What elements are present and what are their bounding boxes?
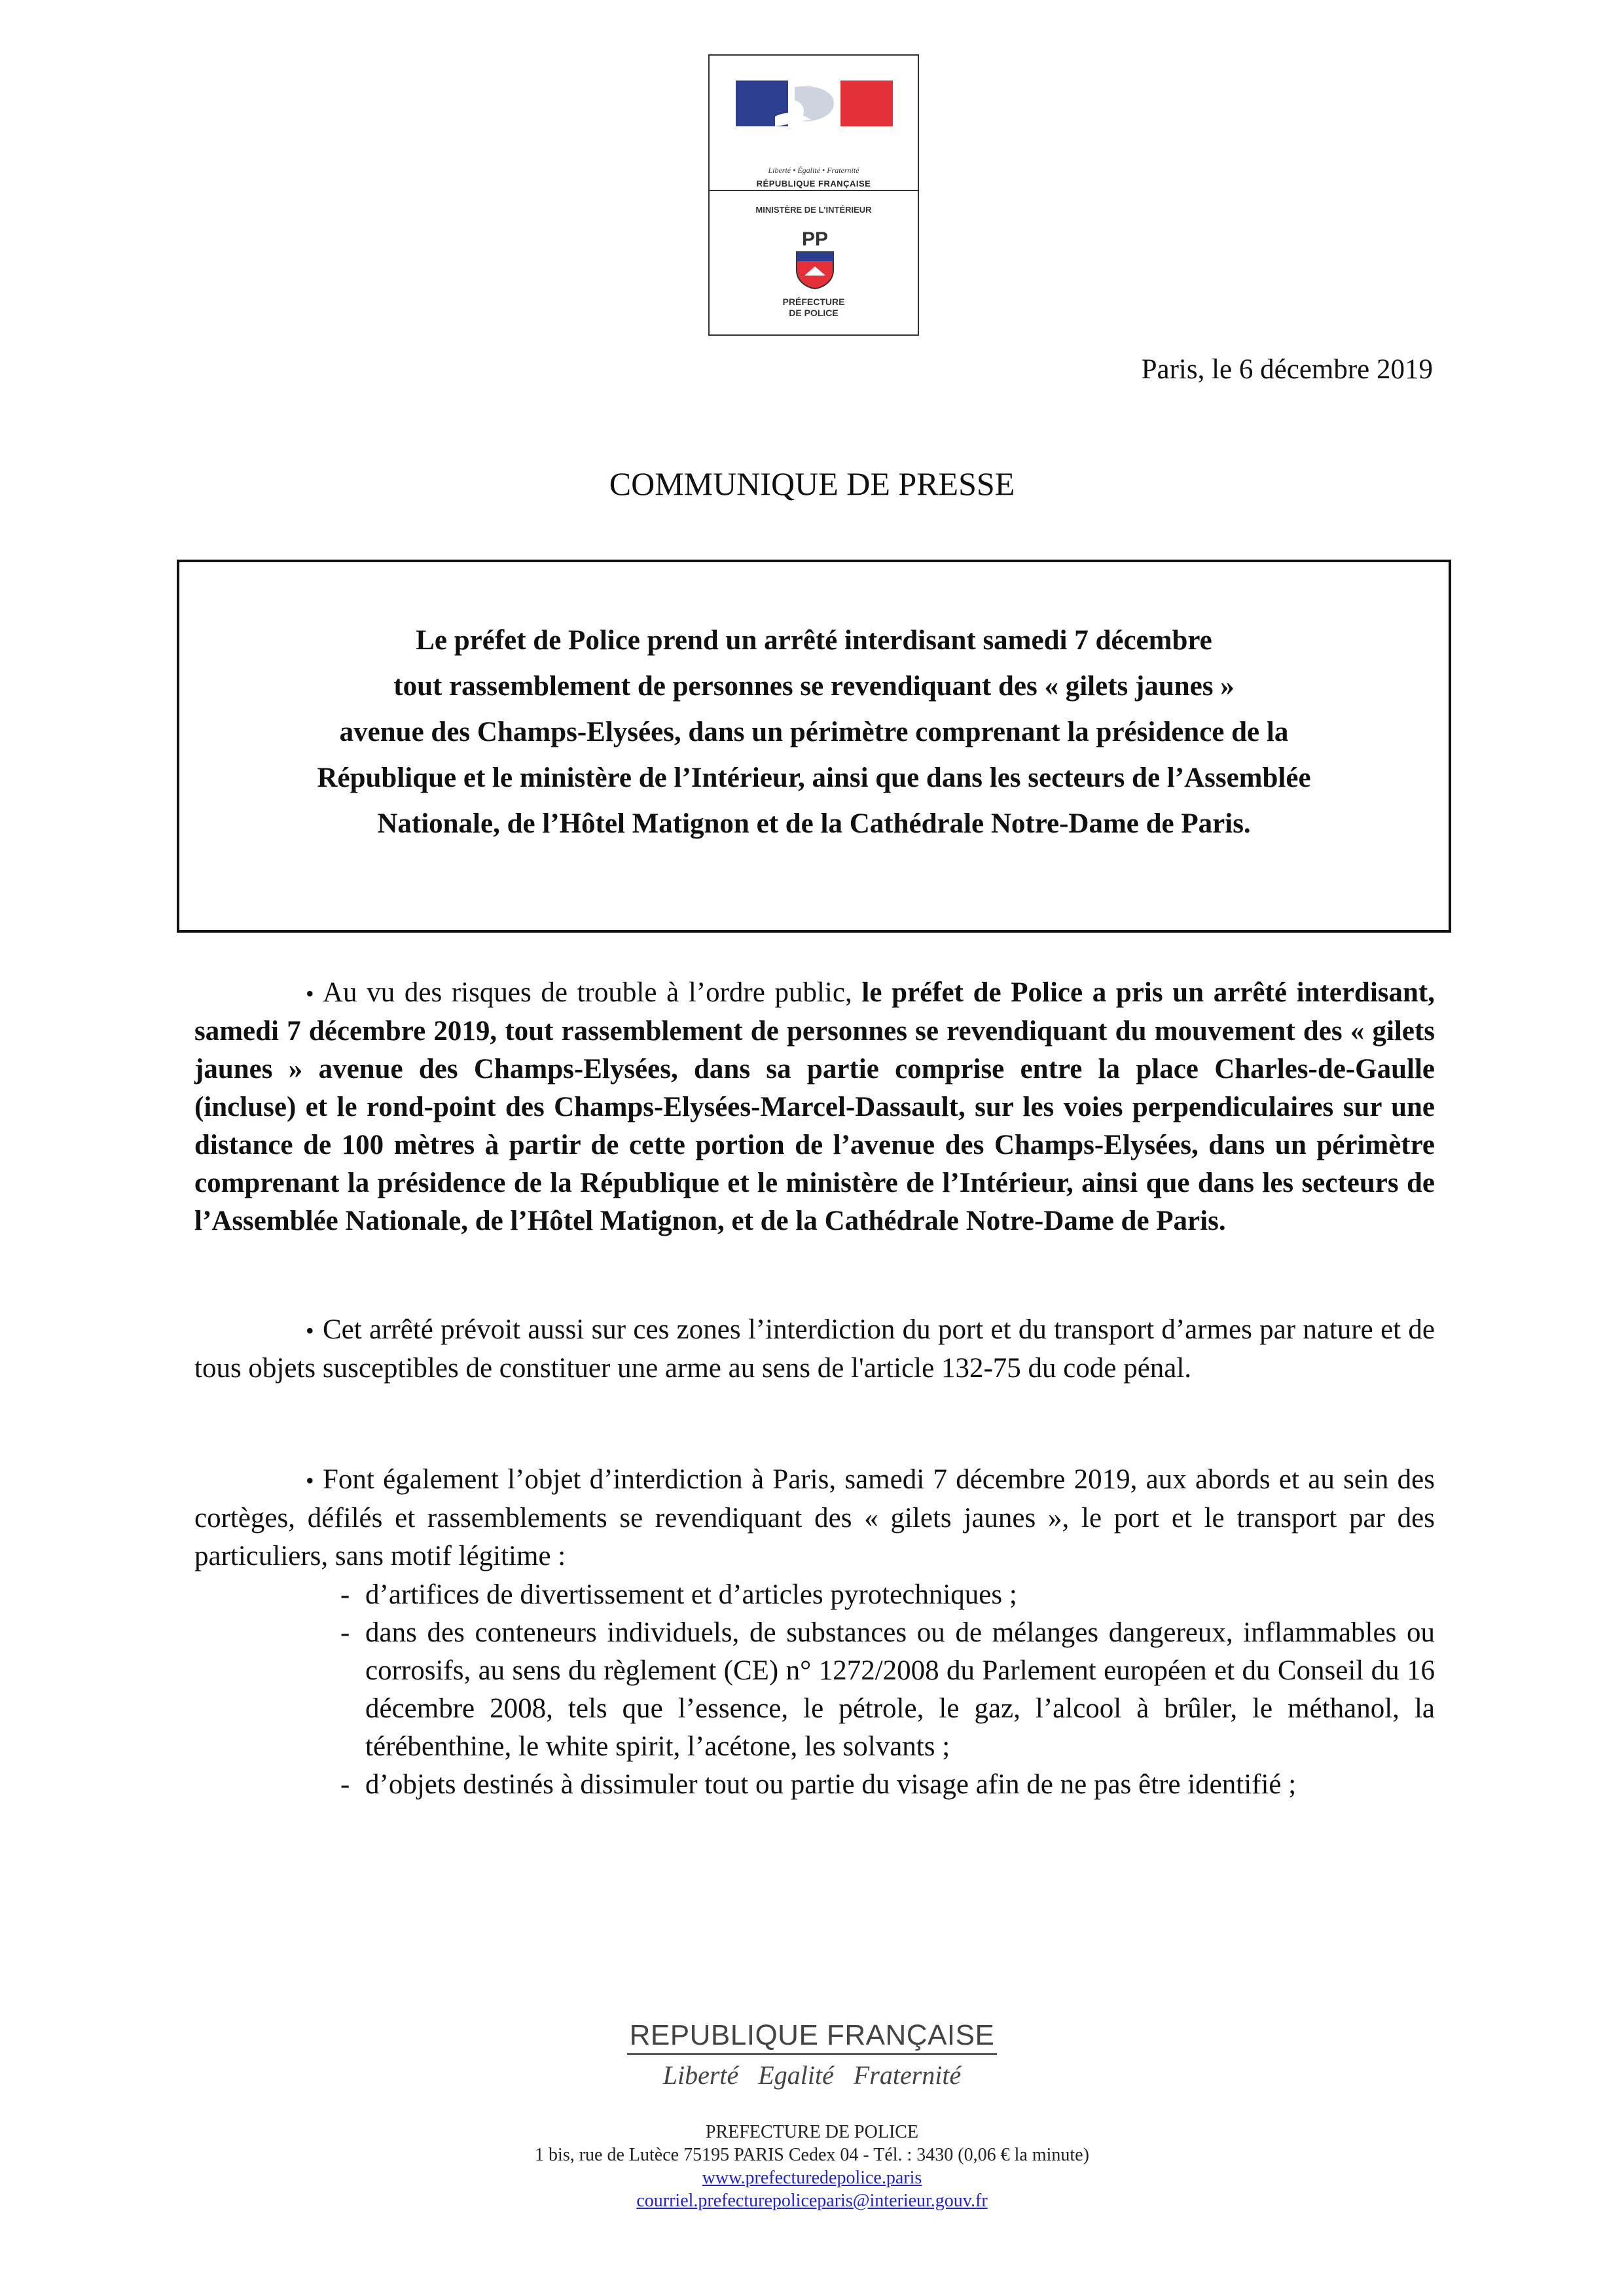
footer-email-link[interactable]: courriel.prefecturepoliceparis@interieur.gouv.fr xyxy=(636,2191,988,2211)
prefecture-emblem-icon xyxy=(790,224,840,293)
dash-marker: - xyxy=(340,1617,350,1648)
paragraph-1 xyxy=(194,974,1435,1240)
list-item-text: d’objets destinés à dissimuler tout ou partie du visage afin de ne pas être identifié ; xyxy=(365,1769,1297,1800)
paragraph-3 xyxy=(194,1461,1435,1575)
paragraph-1-bold: le préfet de Police a pris un arrêté interdisant, samedi 7 décembre 2019, tout rassemblement de personnes se revendiquant du mouvement des « gilets jaunes » avenue des Champs-Elysées, dans sa partie comprise entre la place Charles-de-Gaulle (incluse) et le rond-point des Champs-Elysées-Marcel-Dassault, sur les voies perpendiculaires sur une distance de 100 mètres à partir de cette portion de l’avenue des Champs-Elysées, dans un périmètre comprenant la présidence de la République et le ministère de l’Intérieur, ainsi que dans les secteurs de l’Assemblée Nationale, de l’Hôtel Matignon, et de la Cathédrale Notre-Dame de Paris. xyxy=(194,977,1435,1236)
list-item xyxy=(340,1614,1435,1766)
marianne-flag-icon xyxy=(736,81,893,162)
logo-divider xyxy=(710,190,918,191)
logo-prefecture xyxy=(710,296,918,319)
dash-marker: - xyxy=(340,1579,350,1610)
summary-line: Le préfet de Police prend un arrêté interdisant samedi 7 décembre xyxy=(416,625,1212,656)
footer-website-link[interactable]: www.prefecturedepolice.paris xyxy=(702,2168,922,2188)
summary-text xyxy=(179,618,1449,847)
footer-prefecture: PREFECTURE DE POLICE xyxy=(705,2122,919,2142)
summary-line: tout rassemblement de personnes se revendiquant des « gilets jaunes » xyxy=(393,671,1235,702)
logo-prefecture-line1: PRÉFECTURE xyxy=(782,296,845,307)
list-item xyxy=(340,1576,1435,1614)
bullet-icon: • xyxy=(306,980,314,1007)
summary-line: République et le ministère de l’Intérieur, ainsi que dans les secteurs de l’Assemblée xyxy=(317,762,1311,793)
footer-republic xyxy=(0,2019,1624,2055)
logo-motto: Liberté • Égalité • Fraternité xyxy=(768,166,859,175)
list-item-text: d’artifices de divertissement et d’articles pyrotechniques ; xyxy=(365,1579,1017,1610)
bullet-icon: • xyxy=(306,1467,314,1494)
paragraph-3-text: Font également l’objet d’interdiction à Paris, samedi 7 décembre 2019, aux abords et au sein des cortèges, défilés et rassemblements se revendiquant des « gilets jaunes », le port et le transport par des particuliers, sans motif légitime : xyxy=(194,1464,1435,1571)
paragraph-2-text: Cet arrêté prévoit aussi sur ces zones l’interdiction du port et du transport d’armes par nature et de tous objets susceptibles de constituer une arme au sens de l'article 132-75 du code pénal. xyxy=(194,1314,1435,1384)
footer-address: 1 bis, rue de Lutèce 75195 PARIS Cedex 04 - Tél. : 3430 (0,06 € la minute) xyxy=(535,2145,1089,2165)
footer-motto: Liberté Egalité Fraternité xyxy=(662,2060,962,2090)
list-item-text: dans des conteneurs individuels, de substances ou de mélanges dangereux, inflammables ou corrosifs, au sens du règlement (CE) n° 1272/2008 du Parlement européen et du Conseil du 16 décembre 2008, tels que l’essence, le pétrole, le gaz, l’alcool à brûler, le méthanol, la térébenthine, le white spirit, l’acétone, les solvants ; xyxy=(365,1617,1435,1762)
footer-republic-name: REPUBLIQUE FRANÇAISE xyxy=(627,2019,998,2055)
prohibited-items-list xyxy=(340,1576,1435,1804)
document-title: COMMUNIQUE DE PRESSE xyxy=(609,465,1015,502)
logo-ministry: MINISTÈRE DE L'INTÉRIEUR xyxy=(755,205,872,215)
logo-republic: RÉPUBLIQUE FRANÇAISE xyxy=(756,179,871,188)
summary-box xyxy=(177,560,1451,933)
footer-address-block xyxy=(0,2121,1624,2212)
bullet-icon: • xyxy=(306,1318,314,1344)
summary-line: Nationale, de l’Hôtel Matignon et de la Cathédrale Notre-Dame de Paris. xyxy=(377,808,1251,839)
paragraph-1-text: Au vu des risques de trouble à l’ordre public, xyxy=(323,977,862,1008)
summary-line: avenue des Champs-Elysées, dans un périmètre comprenant la présidence de la xyxy=(339,717,1289,747)
dash-marker: - xyxy=(340,1769,350,1800)
svg-text:PP: PP xyxy=(801,228,829,250)
ministry-logo xyxy=(708,54,919,336)
logo-prefecture-line2: DE POLICE xyxy=(789,308,839,318)
paragraph-2 xyxy=(194,1311,1435,1388)
list-item xyxy=(340,1766,1435,1804)
document-date: Paris, le 6 décembre 2019 xyxy=(1141,354,1433,385)
